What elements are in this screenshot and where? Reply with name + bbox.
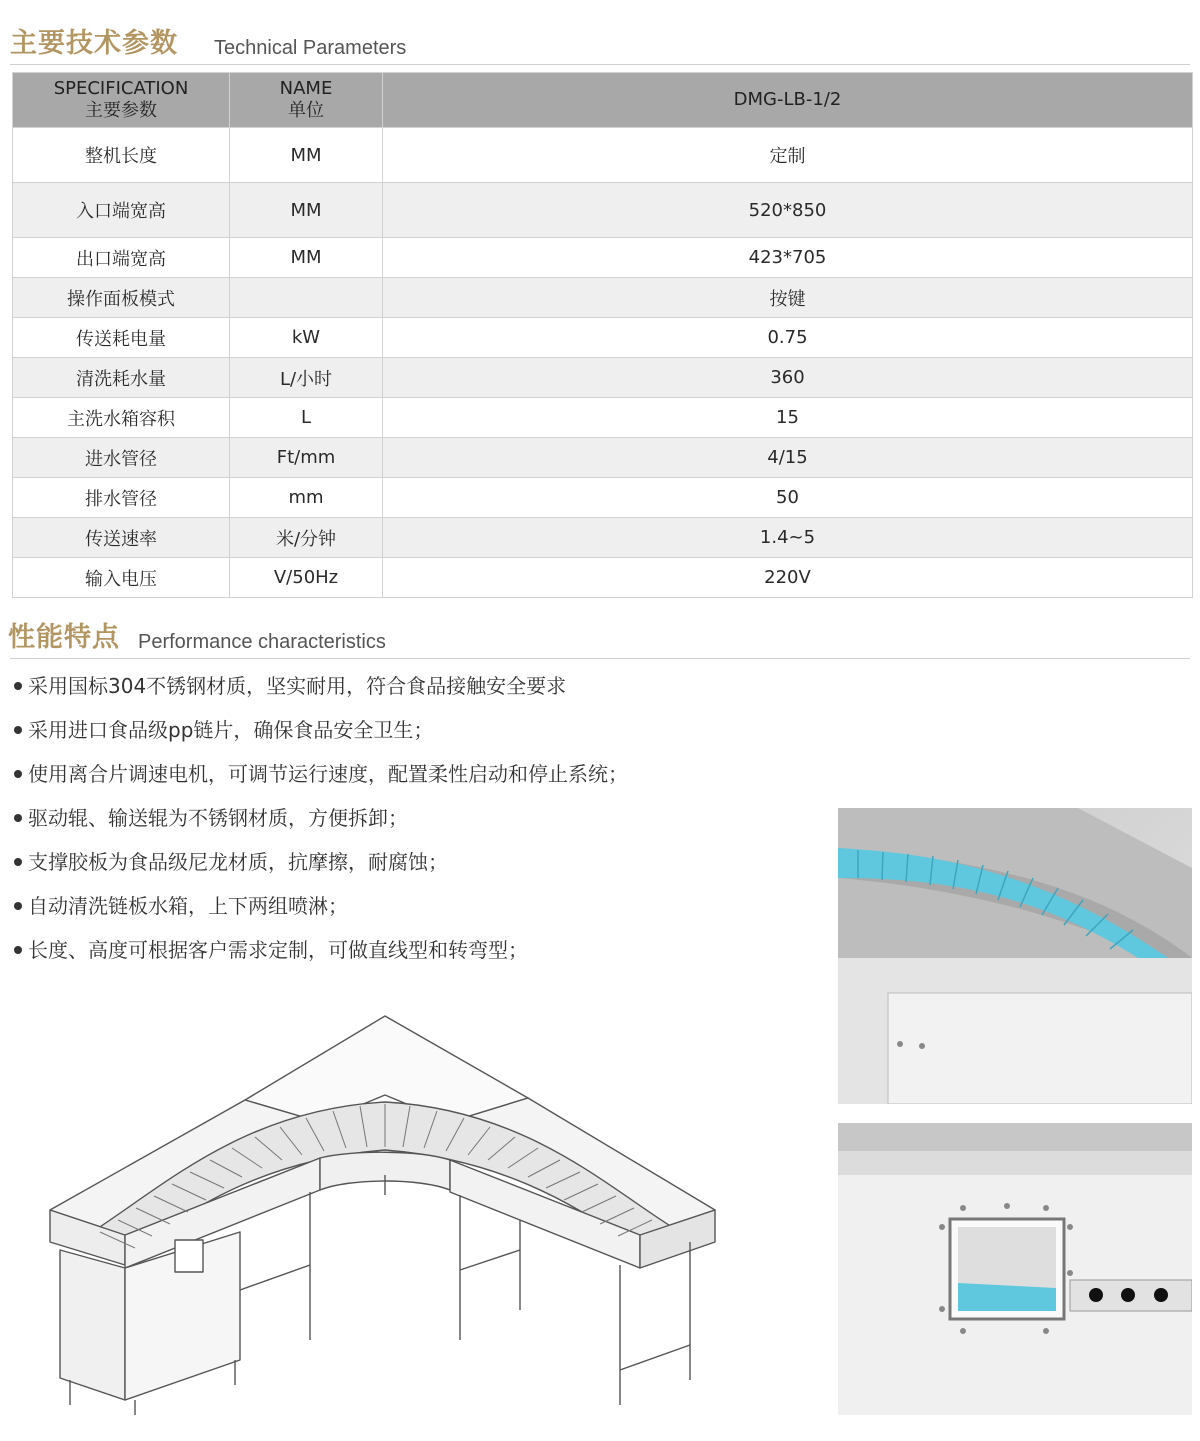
row-unit: MM [230,183,383,238]
bullet-icon [14,770,22,778]
row-value: 360 [383,358,1193,398]
list-item: 自动清洗链板水箱，上下两组喷淋； [14,888,628,932]
row-param: 进水管径 [13,438,230,478]
row-param: 整机长度 [13,128,230,183]
row-value: 50 [383,478,1193,518]
curved-belt-photo-art [838,808,1192,1104]
header-model: DMG-LB-1/2 [383,73,1193,128]
table-header-row [13,73,1193,128]
bullet-icon [14,814,22,822]
row-param: 输入电压 [13,558,230,598]
tech-title-zh: 主要技术参数 [10,28,178,59]
row-unit: Ft/mm [230,438,383,478]
row-param: 传送速率 [13,518,230,558]
row-param: 出口端宽高 [13,238,230,278]
table-row [13,438,1193,478]
table-row [13,478,1193,518]
row-value: 定制 [383,128,1193,183]
table-row [13,398,1193,438]
table-row [13,318,1193,358]
row-unit: kW [230,318,383,358]
spec-table [12,72,1193,598]
row-value: 4/15 [383,438,1193,478]
table-row [13,278,1193,318]
bullet-icon [14,682,22,690]
header-unit-en: NAME [279,78,333,99]
row-unit: L/小时 [230,358,383,398]
inspection-window-photo-art [838,1123,1192,1415]
feature-list [14,668,628,976]
table-row [13,358,1193,398]
row-param: 主洗水箱容积 [13,398,230,438]
row-param: 传送耗电量 [13,318,230,358]
perf-title-zh: 性能特点 [8,622,120,653]
list-item: 采用进口食品级pp链片，确保食品安全卫生； [14,712,628,756]
table-row [13,558,1193,598]
perf-title-en: Performance characteristics [138,631,386,653]
row-value: 按键 [383,278,1193,318]
curved-belt-photo [838,808,1192,1104]
row-value: 520*850 [383,183,1193,238]
row-unit: MM [230,238,383,278]
row-value: 423*705 [383,238,1193,278]
row-value: 0.75 [383,318,1193,358]
inspection-window-photo [838,1123,1192,1415]
header-spec [13,73,230,128]
list-item: 支撑胶板为食品级尼龙材质，抗摩擦，耐腐蚀； [14,844,628,888]
list-item: 长度、高度可根据客户需求定制，可做直线型和转弯型； [14,932,628,976]
list-item: 采用国标304不锈钢材质，坚实耐用，符合食品接触安全要求 [14,668,628,712]
table-row [13,183,1193,238]
row-unit: 米/分钟 [230,518,383,558]
bullet-icon [14,858,22,866]
table-row [13,518,1193,558]
row-value: 220V [383,558,1193,598]
table-row [13,238,1193,278]
row-unit: L [230,398,383,438]
bullet-icon [14,902,22,910]
tech-title-en: Technical Parameters [214,37,407,59]
row-param: 清洗耗水量 [13,358,230,398]
table-row [13,128,1193,183]
row-value: 1.4~5 [383,518,1193,558]
list-item: 使用离合片调速电机，可调节运行速度，配置柔性启动和停止系统； [14,756,628,800]
row-param: 排水管径 [13,478,230,518]
perf-section-header [10,622,1190,659]
header-spec-en: SPECIFICATION [53,78,189,99]
header-unit-zh: 单位 [288,100,324,121]
row-unit: mm [230,478,383,518]
header-unit [230,73,383,128]
list-item: 驱动辊、输送辊为不锈钢材质，方便拆卸； [14,800,628,844]
bullet-icon [14,946,22,954]
row-param: 入口端宽高 [13,183,230,238]
bullet-icon [14,726,22,734]
header-spec-zh: 主要参数 [85,100,157,121]
row-unit: V/50Hz [230,558,383,598]
row-unit: MM [230,128,383,183]
row-param: 操作面板模式 [13,278,230,318]
row-value: 15 [383,398,1193,438]
tech-section-header [10,28,1190,65]
l-shaped-conveyor-drawing [40,1010,740,1420]
row-unit [230,278,383,318]
